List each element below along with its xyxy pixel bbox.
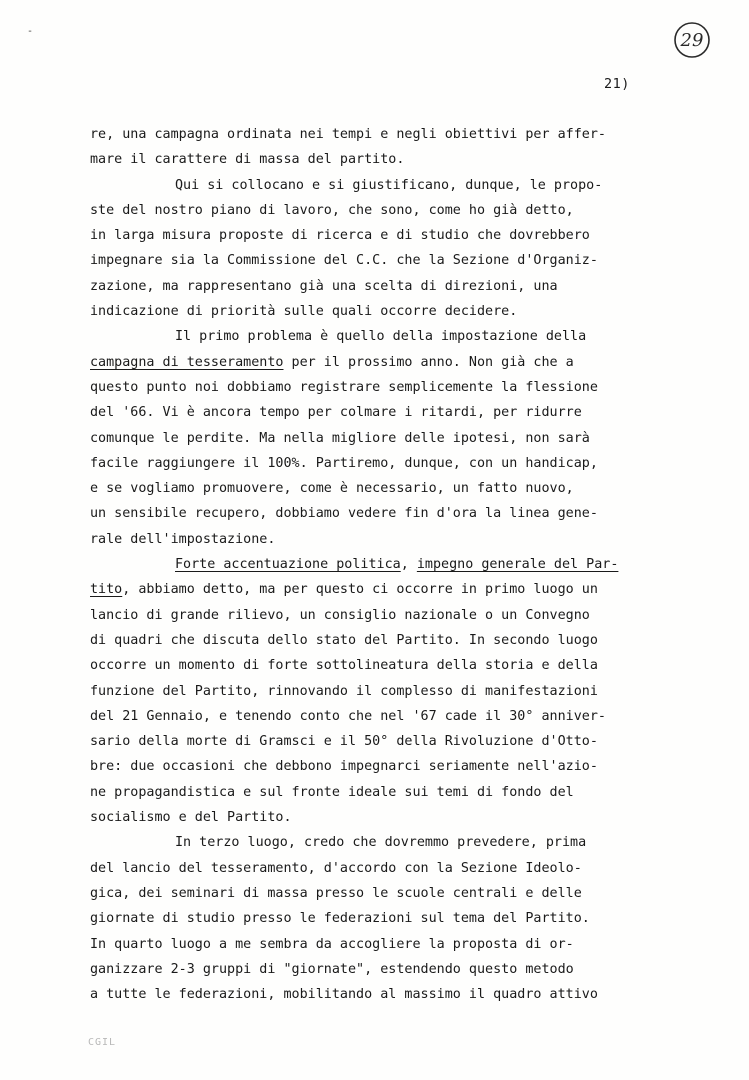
- text-line: In quarto luogo a me sembra da accogliere la proposta di or-: [90, 936, 574, 952]
- text-line: del 21 Gennaio, e tenendo conto che nel '67 cade il 30° anniver-: [90, 708, 606, 724]
- text-line: del '66. Vi è ancora tempo per colmare i ritardi, per ridurre: [90, 405, 582, 421]
- underlined-phrase: campagna di tesseramento: [90, 354, 284, 370]
- text-line: ste del nostro piano di lavoro, che sono, come ho già detto,: [90, 202, 574, 218]
- text-span: per il prossimo anno. Non già che a: [291, 354, 574, 370]
- text-line: funzione del Partito, rinnovando il complesso di manifestazioni: [90, 683, 598, 699]
- body-text: [90, 122, 680, 1007]
- text-line: impegnare sia la Commissione del C.C. che la Sezione d'Organiz-: [90, 253, 598, 269]
- text-line: Il primo problema è quello della impostazione della: [175, 329, 587, 345]
- text-line: [90, 350, 680, 375]
- text-line: lancio di grande rilievo, un consiglio nazionale o un Convegno: [90, 607, 590, 623]
- text-span: , abbiamo detto, ma per questo ci occorre in primo luogo un: [122, 582, 598, 598]
- text-line: mare il carattere di massa del partito.: [90, 152, 405, 168]
- stamp-number: 29: [680, 29, 704, 51]
- text-line: in larga misura proposte di ricerca e di studio che dovrebbero: [90, 228, 590, 244]
- text-span: ,: [400, 557, 417, 573]
- underlined-phrase: Forte accentuazione politica: [175, 557, 401, 573]
- faint-footer-mark: CGIL: [88, 1037, 117, 1048]
- text-line: questo punto noi dobbiamo registrare semplicemente la flessione: [90, 379, 598, 395]
- text-line: socialismo e del Partito.: [90, 810, 292, 826]
- text-line: re, una campagna ordinata nei tempi e negli obiettivi per affer-: [90, 127, 606, 142]
- text-line: giornate di studio presso le federazioni sul tema del Partito.: [90, 911, 590, 927]
- text-line: gica, dei seminari di massa presso le scuole centrali e delle: [90, 885, 582, 901]
- text-line: facile raggiungere il 100%. Partiremo, dunque, con un handicap,: [90, 455, 598, 471]
- text-line: comunque le perdite. Ma nella migliore delle ipotesi, non sarà: [90, 430, 590, 446]
- text-line: zazione, ma rappresentano già una scelta di direzioni, una: [90, 278, 558, 294]
- text-line: a tutte le federazioni, mobilitando al massimo il quadro attivo: [90, 987, 598, 1003]
- text-line: In terzo luogo, credo che dovremmo prevedere, prima: [175, 835, 587, 851]
- text-line: ne propagandistica e sul fronte ideale sui temi di fondo del: [90, 784, 574, 800]
- text-line: Qui si collocano e si giustificano, dunque, le propo-: [175, 177, 603, 193]
- text-line: bre: due occasioni che debbono impegnarci seriamente nell'azio-: [90, 759, 598, 775]
- corner-mark: -: [27, 26, 34, 37]
- underlined-phrase: tito: [90, 582, 123, 598]
- page-number: 21): [604, 76, 630, 92]
- underlined-phrase: impegno generale del Par-: [416, 557, 619, 573]
- text-line: indicazione di priorità sulle quali occorre decidere.: [90, 304, 518, 320]
- text-line: rale dell'impostazione.: [90, 531, 276, 547]
- text-line: sario della morte di Gramsci e il 50° della Rivoluzione d'Otto-: [90, 734, 598, 750]
- text-line: un sensibile recupero, dobbiamo vedere fin d'ora la linea gene-: [90, 506, 598, 522]
- archive-stamp: [672, 20, 712, 60]
- text-line: ganizzare 2-3 gruppi di "giornate", estendendo questo metodo: [90, 961, 574, 977]
- text-line: e se vogliamo promuovere, come è necessario, un fatto nuovo,: [90, 481, 574, 497]
- text-line: occorre un momento di forte sottolineatura della storia e della: [90, 658, 598, 674]
- text-line: [90, 552, 680, 577]
- text-line: di quadri che discuta dello stato del Partito. In secondo luogo: [90, 632, 598, 648]
- text-line: del lancio del tesseramento, d'accordo con la Sezione Ideolo-: [90, 860, 582, 876]
- text-line: [90, 577, 680, 602]
